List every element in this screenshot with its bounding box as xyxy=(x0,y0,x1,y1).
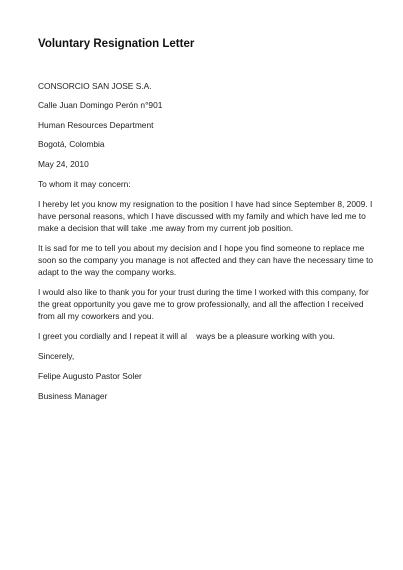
paragraph-2-line-1: It is sad for me to tell you about my decision and I hope you find someone to replace me xyxy=(38,243,365,253)
signer-name: Felipe Augusto Pastor Soler xyxy=(38,371,142,381)
salutation: To whom it may concern: xyxy=(38,179,131,189)
paragraph-1-line-2: have personal reasons, which I have discussed with my family and which have led me to xyxy=(38,211,366,221)
paragraph-3-line-3: from all my coworkers and you. xyxy=(38,311,154,321)
recipient-department: Human Resources Department xyxy=(38,120,154,130)
paragraph-2-line-2: soon so the company you manage is not affected and they can have the necessary time to xyxy=(38,255,374,265)
letter-date: May 24, 2010 xyxy=(38,159,89,169)
letter-title: Voluntary Resignation Letter xyxy=(38,38,195,50)
signer-title: Business Manager xyxy=(38,391,108,401)
paragraph-4: I greet you cordially and I repeat it will al ways be a pleasure working with you. xyxy=(38,331,335,341)
closing: Sincerely, xyxy=(38,351,75,361)
paragraph-1-line-3: make a decision that will take .me away from my current job position. xyxy=(38,223,294,233)
company-address: Calle Juan Domingo Perón n°901 xyxy=(38,100,163,110)
paragraph-3-line-1: I would also like to thank you for your trust during the time I worked with this company, for xyxy=(38,287,369,297)
paragraph-3-line-2: the great opportunity you gave me to grow professionally, and all the affection I received xyxy=(38,299,364,309)
company-name: CONSORCIO SAN JOSE S.A. xyxy=(38,81,152,91)
city-line: Bogotá, Colombia xyxy=(38,139,105,149)
paragraph-1-line-1: I hereby let you know my resignation to the position I have had since September 8, 2009. I xyxy=(38,199,373,209)
paragraph-2-line-3: adapt to the way the company works. xyxy=(38,267,177,277)
